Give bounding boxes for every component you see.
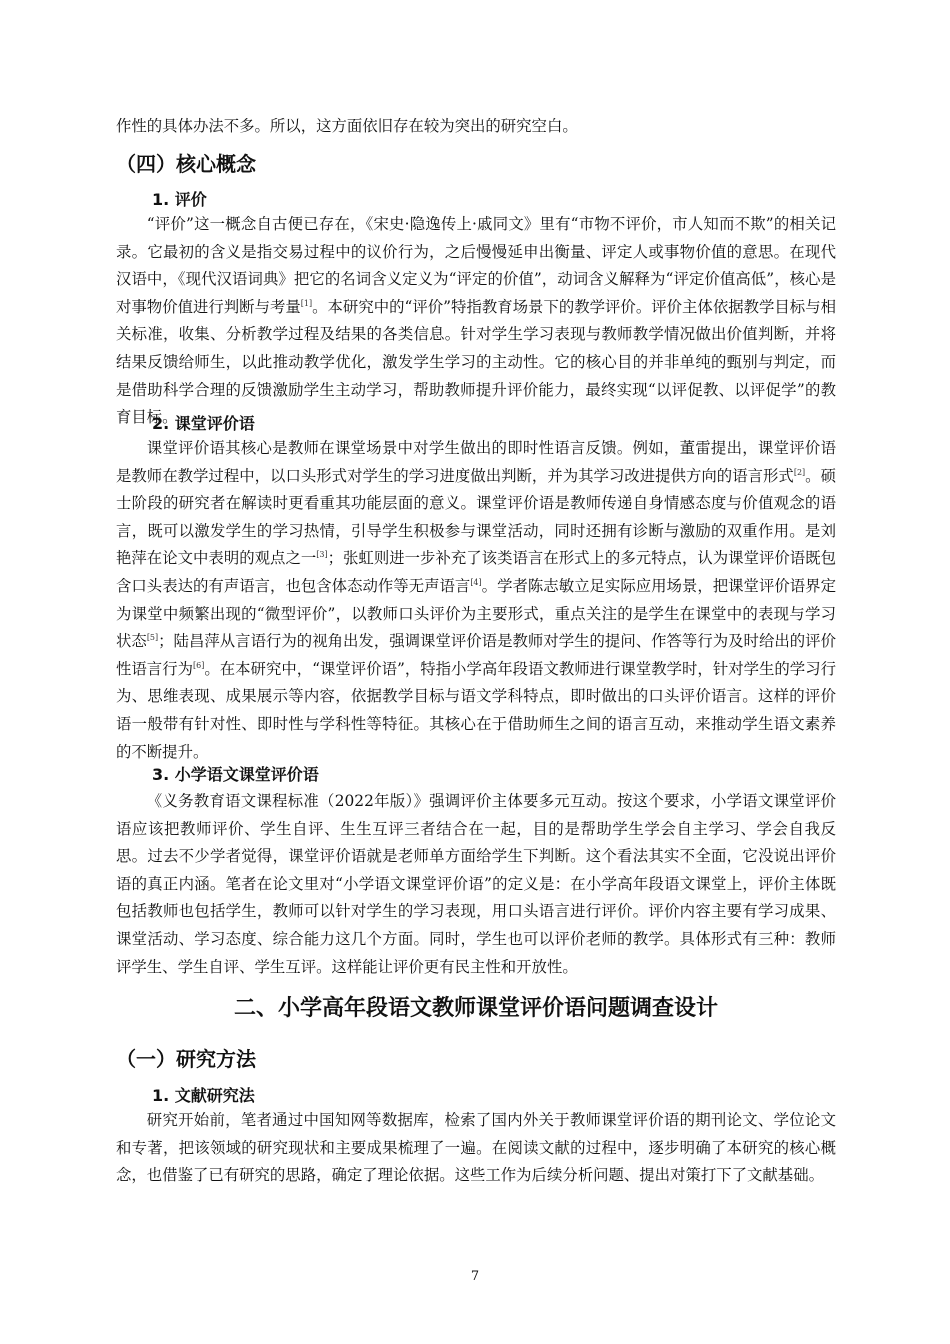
- page-number: 7: [470, 1269, 480, 1284]
- paragraph-evaluation: “评价”这一概念自古便已存在，《宋史·隐逸传上·戚同文》里有“市物不评价，市人知而不欺”的相关记录。它最初的含义是指交易过程中的议价行为，之后慢慢延申出衡量、评定人或事物价值的意思。在现代汉语中，《现代汉语词典》把它的名词含义定义为“评定的价值”，动词含义解释为“评定价值高低”，核心是对事物价值进行判断与考量[1]。本研究中的“评价”特指教育场景下的教学评价。评价主体依据教学目标与相关标准，收集、分析教学过程及结果的各类信息。针对学生学习表现与教师教学情况做出价值判断，并将结果反馈给师生，以此推动教学优化，激发学生学习的主动性。它的核心目的并非单纯的甄别与判定，而是借助科学合理的反馈激励学生主动学习，帮助教师提升评价能力，最终实现“以评促教、以评促学”的教育目标。: [116, 215, 836, 427]
- section-heading-core-concepts: （四）核心概念: [116, 152, 256, 176]
- chapter-heading: 二、小学高年段语文教师课堂评价语问题调查设计: [233, 996, 718, 1021]
- subheading-literature-research: 1. 文献研究法: [152, 1086, 255, 1105]
- citation-marker: [4]: [470, 577, 482, 587]
- subheading-primary-chinese-classroom-evaluation: 3. 小学语文课堂评价语: [152, 765, 319, 784]
- subheading-classroom-evaluation-language: 2. 课堂评价语: [152, 414, 255, 433]
- paragraph-primary-chinese-classroom-evaluation: 《义务教育语文课程标准（2022年版）》强调评价主体要多元互动。按这个要求，小学语文课堂评价语应该把教师评价、学生自评、生生互评三者结合在一起，目的是帮助学生学会自主学习、学会自我反思。过去不少学者觉得，课堂评价语就是老师单方面给学生下判断。这个看法其实不全面，它没说出评价语的真正内涵。笔者在论文里对“小学语文课堂评价语”的定义是：在小学高年段语文课堂上，评价主体既包括教师也包括学生，教师可以针对学生的学习表现，用口头语言进行评价。评价内容主要有学习成果、课堂活动、学习态度、综合能力这几个方面。同时，学生也可以评价老师的教学。具体形式有三种：教师评学生、学生自评、学生互评。这样能让评价更有民主性和开放性。: [116, 792, 836, 976]
- citation-marker: [1]: [300, 298, 313, 308]
- citation-marker: [5]: [146, 633, 159, 643]
- paragraph-literature-research: 研究开始前，笔者通过中国知网等数据库，检索了国内外关于教师课堂评价语的期刊论文、学位论文和专著，把该领域的研究现状和主要成果梳理了一遍。在阅读文献的过程中，逐步明确了本研究的核心概念，也借鉴了已有研究的思路，确定了理论依据。这些工作为后续分析问题、提出对策打下了文献基础。: [116, 1111, 836, 1185]
- section-heading-research-methods: （一）研究方法: [116, 1047, 256, 1071]
- citation-marker: [6]: [193, 660, 205, 670]
- citation-marker: [3]: [316, 550, 328, 560]
- subheading-evaluation: 1. 评价: [152, 190, 207, 209]
- citation-marker: [2]: [793, 467, 806, 477]
- paragraph-classroom-evaluation-language: 课堂评价语其核心是教师在课堂场景中对学生做出的即时性语言反馈。例如，董雷提出，课堂评价语是教师在教学过程中，以口头形式对学生的学习进度做出判断，并为其学习改进提供方向的语言形式[2]。硕士阶段的研究者在解读时更看重其功能层面的意义。课堂评价语是教师传递自身情感态度与价值观念的语言，既可以激发学生的学习热情，引导学生积极参与课堂活动，同时还拥有诊断与激励的双重作用。是刘艳萍在论文中表明的观点之一[3]；张虹则进一步补充了该类语言在形式上的多元特点，认为课堂评价语既包含口头表达的有声语言，也包含体态动作等无声语言[4]。学者陈志敏立足实际应用场景，把课堂评价语界定为课堂中频繁出现的“微型评价”，以教师口头评价为主要形式，重点关注的是学生在课堂中的表现与学习状态[5]；陆昌萍从言语行为的视角出发，强调课堂评价语是教师对学生的提问、作答等行为及时给出的评价性语言行为[6]。在本研究中，“课堂评价语”，特指小学高年段语文教师进行课堂教学时，针对学生的学习行为、思维表现、成果展示等内容，依据教学目标与语文学科特点，即时做出的口头评价语言。这样的评价语一般带有针对性、即时性与学科性等特征。其核心在于借助师生之间的语言互动，来推动学生语文素养的不断提升。: [116, 439, 836, 761]
- intro-paragraph: 作性的具体办法不多。所以，这方面依旧存在较为突出的研究空白。: [116, 117, 578, 135]
